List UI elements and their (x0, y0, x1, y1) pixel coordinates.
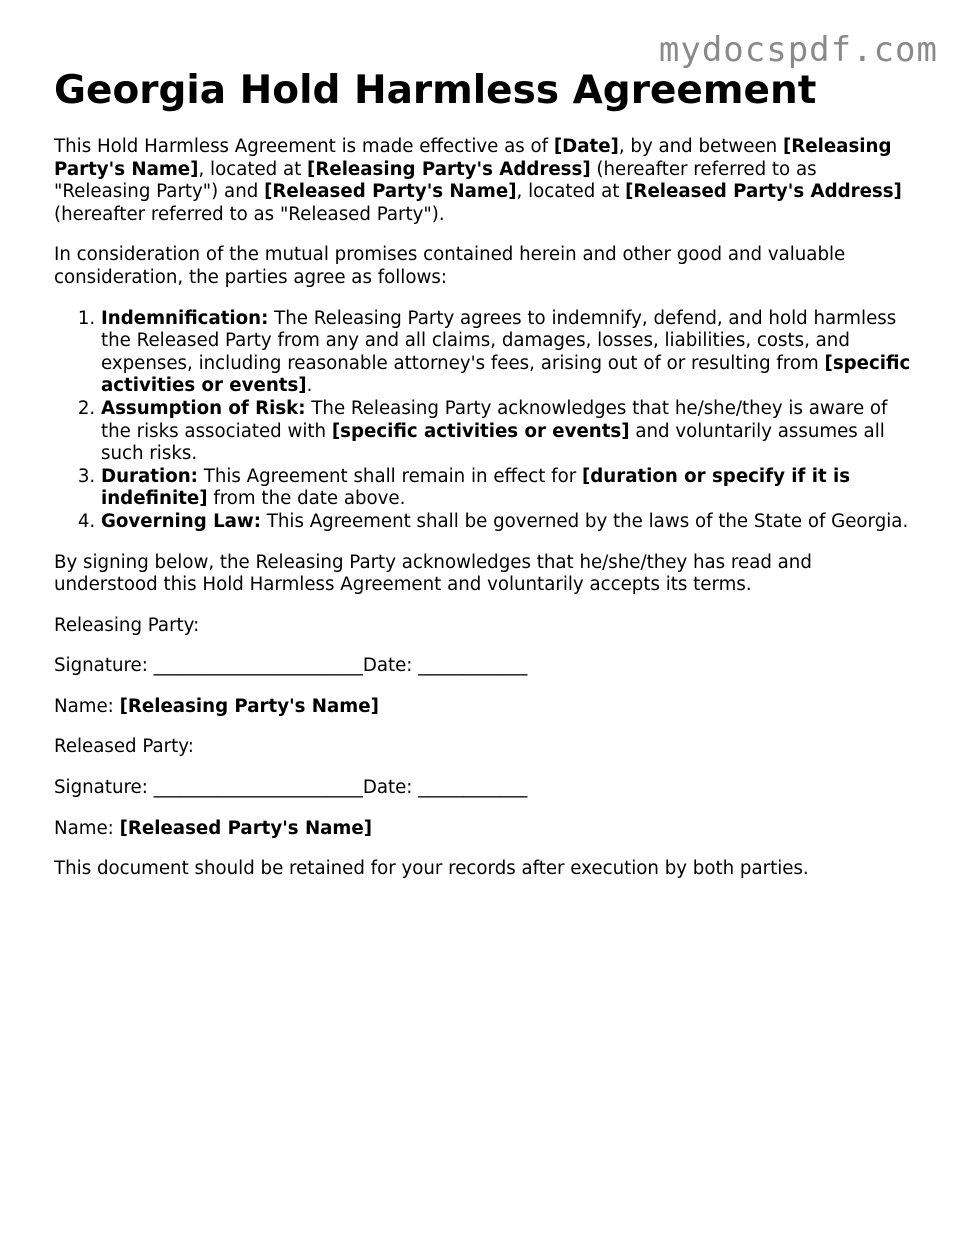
retention-note: This document should be retained for your records after execution by both parties. (54, 858, 809, 880)
releasing-name-label: Name: (54, 695, 120, 717)
clause-text: The Releasing Party acknowledges that he/she/they is aware of the risks associated with (101, 397, 888, 442)
document-title: Georgia Hold Harmless Agreement (54, 68, 817, 113)
intro-text-4: (hereafter referred to as "Releasing Party") and (54, 158, 817, 203)
clause-text-end: and voluntarily assumes all such risks. (101, 420, 885, 465)
intro-text-1: This Hold Harmless Agreement is made effective as of (54, 136, 554, 157)
watermark: mydocspdf.com (658, 30, 938, 70)
intro-text-2: , by and between (618, 136, 783, 157)
released-date-field: Date: ____________ (362, 777, 528, 799)
clause-text: This Agreement shall be governed by the laws of the State of Georgia. (261, 510, 909, 532)
intro-paragraph (54, 136, 916, 226)
acknowledgement-paragraph: By signing below, the Releasing Party acknowledges that he/she/they has read and understood this Hold Harmless Agreement and voluntarily accepts its terms. (54, 551, 812, 596)
clause-governing-law (101, 511, 916, 534)
released-signature-field: Signature: _______________________ (54, 777, 363, 799)
consideration-paragraph: In consideration of the mutual promises contained herein and other good and valuable consideration, the parties agree as follows: (54, 244, 846, 288)
clause-text-end: from the date above. (207, 488, 406, 510)
clause-text: This Agreement shall remain in effect for (197, 465, 582, 487)
released-name-label: Name: (54, 817, 120, 839)
clause-heading: Assumption of Risk: (101, 397, 306, 419)
intro-text-5: , located at (516, 181, 626, 203)
releasing-name-value: [Releasing Party's Name] (119, 695, 379, 717)
clause-placeholder: [specific activities or events] (331, 420, 630, 442)
clause-duration (101, 466, 916, 511)
intro-text-3: , located at (198, 158, 308, 180)
clause-text-end: . (306, 375, 313, 397)
released-name-value: [Released Party's Name] (119, 817, 373, 839)
releasing-date-field: Date: ____________ (362, 655, 528, 677)
releasing-party-address-placeholder: [Releasing Party's Address] (307, 158, 591, 180)
clause-text: The Releasing Party agrees to indemnify, defend, and hold harmless the Released Party from any and all claims, damages, losses, liabilities, costs, and expenses, including reasonable attorney's fees, arising out of or resulting from (101, 307, 897, 374)
released-signature-line (54, 777, 916, 800)
clause-heading: Indemnification: (101, 307, 269, 329)
released-name-line (54, 818, 916, 841)
released-party-label: Released Party: (54, 736, 194, 758)
date-placeholder: [Date] (553, 136, 619, 157)
clause-heading: Governing Law: (101, 510, 262, 532)
releasing-signature-line (54, 655, 916, 678)
intro-text-6: (hereafter referred to as "Released Party"). (54, 203, 445, 225)
clause-list (54, 308, 916, 534)
released-party-address-placeholder: [Released Party's Address] (625, 181, 902, 203)
releasing-party-label: Releasing Party: (54, 614, 200, 636)
released-party-name-placeholder: [Released Party's Name] (264, 181, 517, 203)
releasing-party-name-placeholder: [Releasing Party's Name] (54, 136, 892, 180)
clause-assumption-of-risk (101, 398, 916, 466)
clause-placeholder: [specific activities or events] (101, 352, 911, 397)
document-body (54, 68, 916, 899)
releasing-signature-field: Signature: _______________________ (54, 655, 363, 677)
clause-placeholder: [duration or specify if it is indefinite] (101, 465, 851, 510)
clause-indemnification (101, 308, 916, 398)
clause-heading: Duration: (101, 465, 198, 487)
releasing-name-line (54, 696, 916, 719)
